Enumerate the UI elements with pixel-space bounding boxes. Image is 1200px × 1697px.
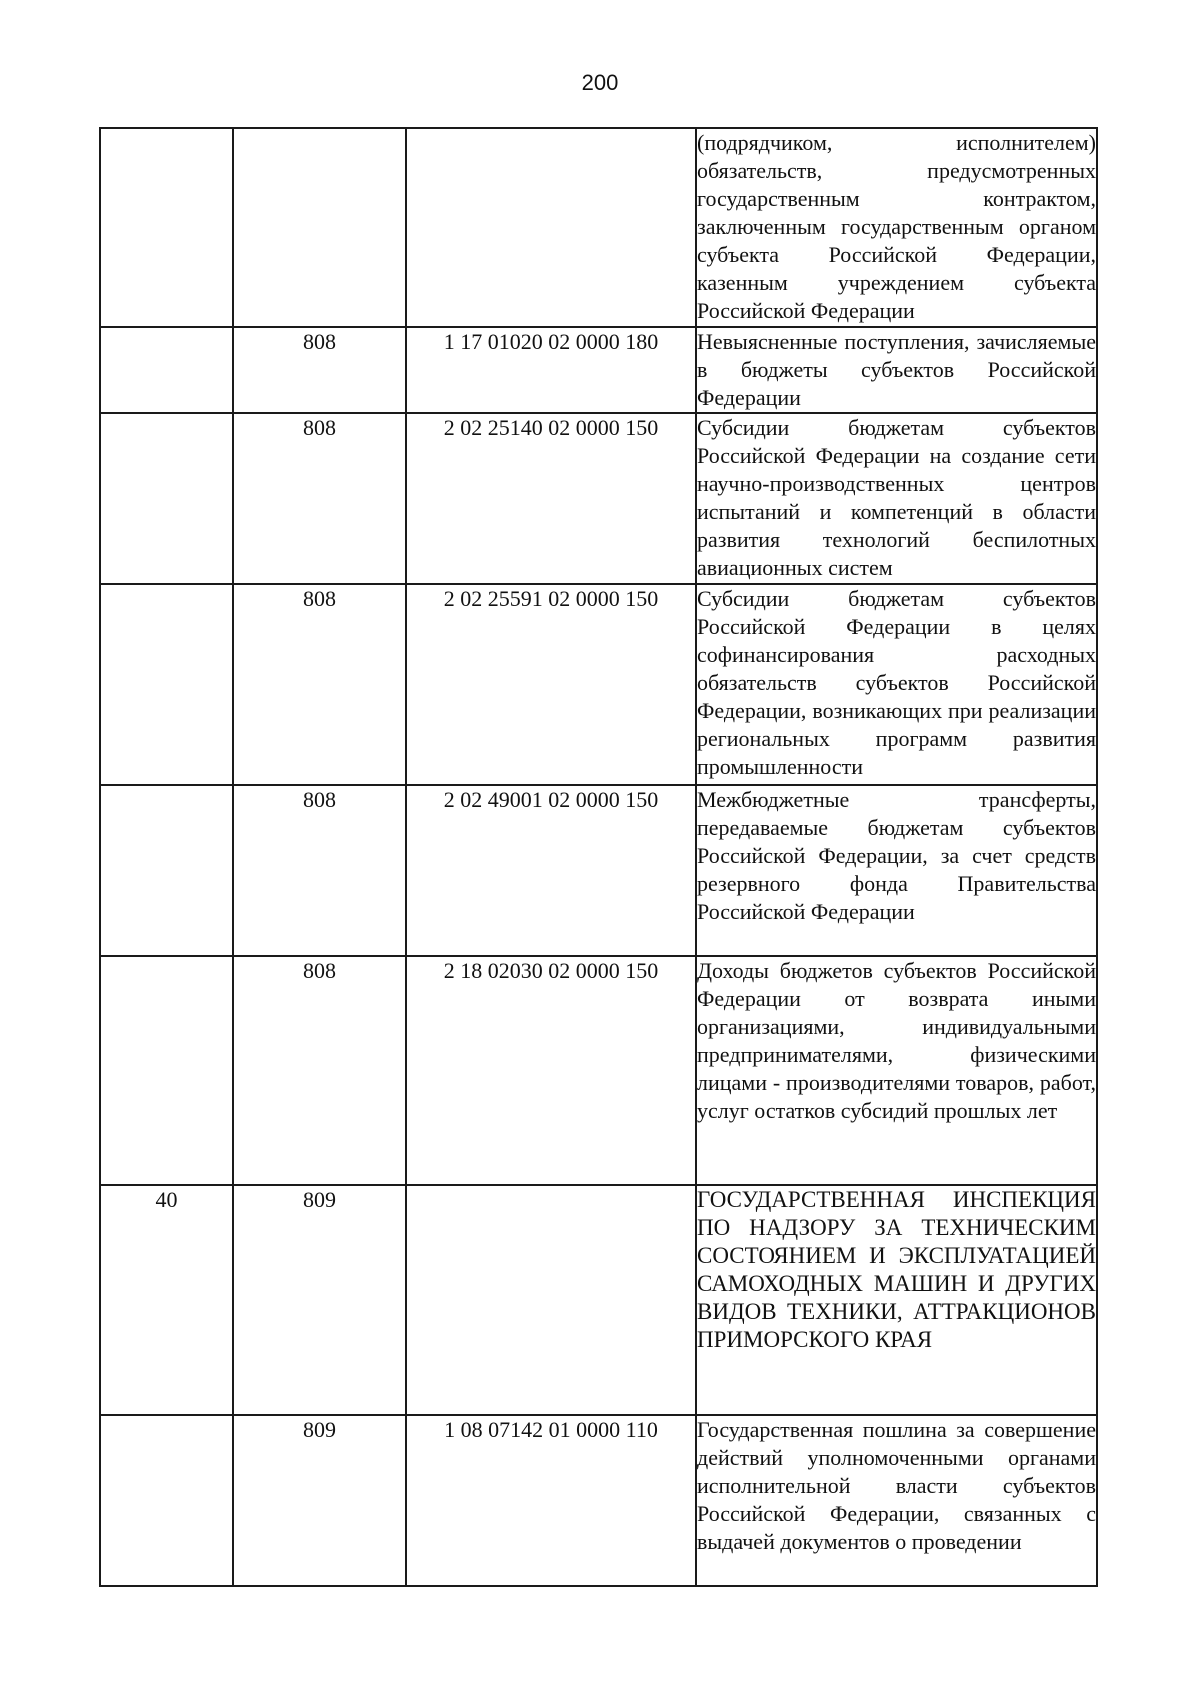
kbk-code-cell: 2 02 25591 02 0000 150: [406, 584, 696, 785]
kbk-code-cell: [406, 1185, 696, 1415]
kbk-code-cell: 1 08 07142 01 0000 110: [406, 1415, 696, 1586]
kbk-code-cell: 2 02 25140 02 0000 150: [406, 413, 696, 584]
revenue-name-cell: [696, 1415, 1097, 1586]
revenue-name-text: Субсидии бюджетам субъектов Российской Федерации в целях софинансирования расходных обязательств субъектов Российской Федерации, возникающих при реализации региональных программ развития промышленности: [697, 586, 1096, 779]
revenue-name-cell: [696, 128, 1097, 327]
revenue-name-text: Невыясненные поступления, зачисляемые в бюджеты субъектов Российской Федерации: [697, 329, 1096, 410]
revenue-name-cell: [696, 327, 1097, 413]
revenue-name-cell: [696, 956, 1097, 1185]
table-row: [100, 128, 1097, 327]
row-number-cell: [100, 785, 233, 956]
table-row: [100, 785, 1097, 956]
row-number-cell: [100, 128, 233, 327]
page-number: 200: [581, 70, 619, 95]
kbk-code-cell: 1 17 01020 02 0000 180: [406, 327, 696, 413]
revenue-name-text: ГОСУДАРСТВЕННАЯ ИНСПЕКЦИЯ ПО НАДЗОРУ ЗА ТЕХНИЧЕСКИМ СОСТОЯНИЕМ И ЭКСПЛУАТАЦИЕЙ САМОХОДНЫХ МАШИН И ДРУГИХ ВИДОВ ТЕХНИКИ, АТТРАКЦИОНОВ ПРИМОРСКОГО КРАЯ: [697, 1187, 1096, 1352]
revenue-codes-table: [99, 127, 1098, 1587]
table-row: [100, 956, 1097, 1185]
row-number-cell: [100, 327, 233, 413]
table-row: [100, 413, 1097, 584]
admin-code-cell: 808: [233, 413, 406, 584]
table-row: [100, 1415, 1097, 1586]
admin-code-cell: 808: [233, 956, 406, 1185]
table-row: [100, 1185, 1097, 1415]
revenue-name-text: Межбюджетные трансферты, передаваемые бюджетам субъектов Российской Федерации, за счет средств резервного фонда Правительства Российской Федерации: [697, 787, 1096, 924]
kbk-code-cell: 2 18 02030 02 0000 150: [406, 956, 696, 1185]
table-row: [100, 327, 1097, 413]
admin-code-cell: 808: [233, 327, 406, 413]
row-number-cell: [100, 584, 233, 785]
row-number-cell: 40: [100, 1185, 233, 1415]
revenue-name-cell: [696, 785, 1097, 956]
revenue-name-text: Субсидии бюджетам субъектов Российской Федерации на создание сети научно-производственных центров испытаний и компетенций в области развития технологий беспилотных авиационных систем: [697, 415, 1096, 580]
admin-code-cell: 809: [233, 1185, 406, 1415]
revenue-name-text: Доходы бюджетов субъектов Российской Федерации от возврата иными организациями, индивидуальными предпринимателями, физическими лицами - производителями товаров, работ, услуг остатков субсидий прошлых лет: [697, 958, 1096, 1123]
admin-code-cell: 809: [233, 1415, 406, 1586]
revenue-name-text: (подрядчиком, исполнителем) обязательств, предусмотренных государственным контрактом, заключенным государственным органом субъекта Российской Федерации, казенным учреждением субъекта Российской Федерации: [697, 130, 1096, 323]
kbk-code-cell: [406, 128, 696, 327]
revenue-name-cell: [696, 413, 1097, 584]
revenue-name-text: Государственная пошлина за совершение действий уполномоченными органами исполнительной власти субъектов Российской Федерации, связанных с выдачей документов о проведении: [697, 1417, 1096, 1554]
admin-code-cell: [233, 128, 406, 327]
admin-code-cell: 808: [233, 584, 406, 785]
admin-code-cell: 808: [233, 785, 406, 956]
row-number-cell: [100, 956, 233, 1185]
kbk-code-cell: 2 02 49001 02 0000 150: [406, 785, 696, 956]
revenue-name-cell: [696, 584, 1097, 785]
row-number-cell: [100, 413, 233, 584]
table-row: [100, 584, 1097, 785]
revenue-name-cell: [696, 1185, 1097, 1415]
row-number-cell: [100, 1415, 233, 1586]
